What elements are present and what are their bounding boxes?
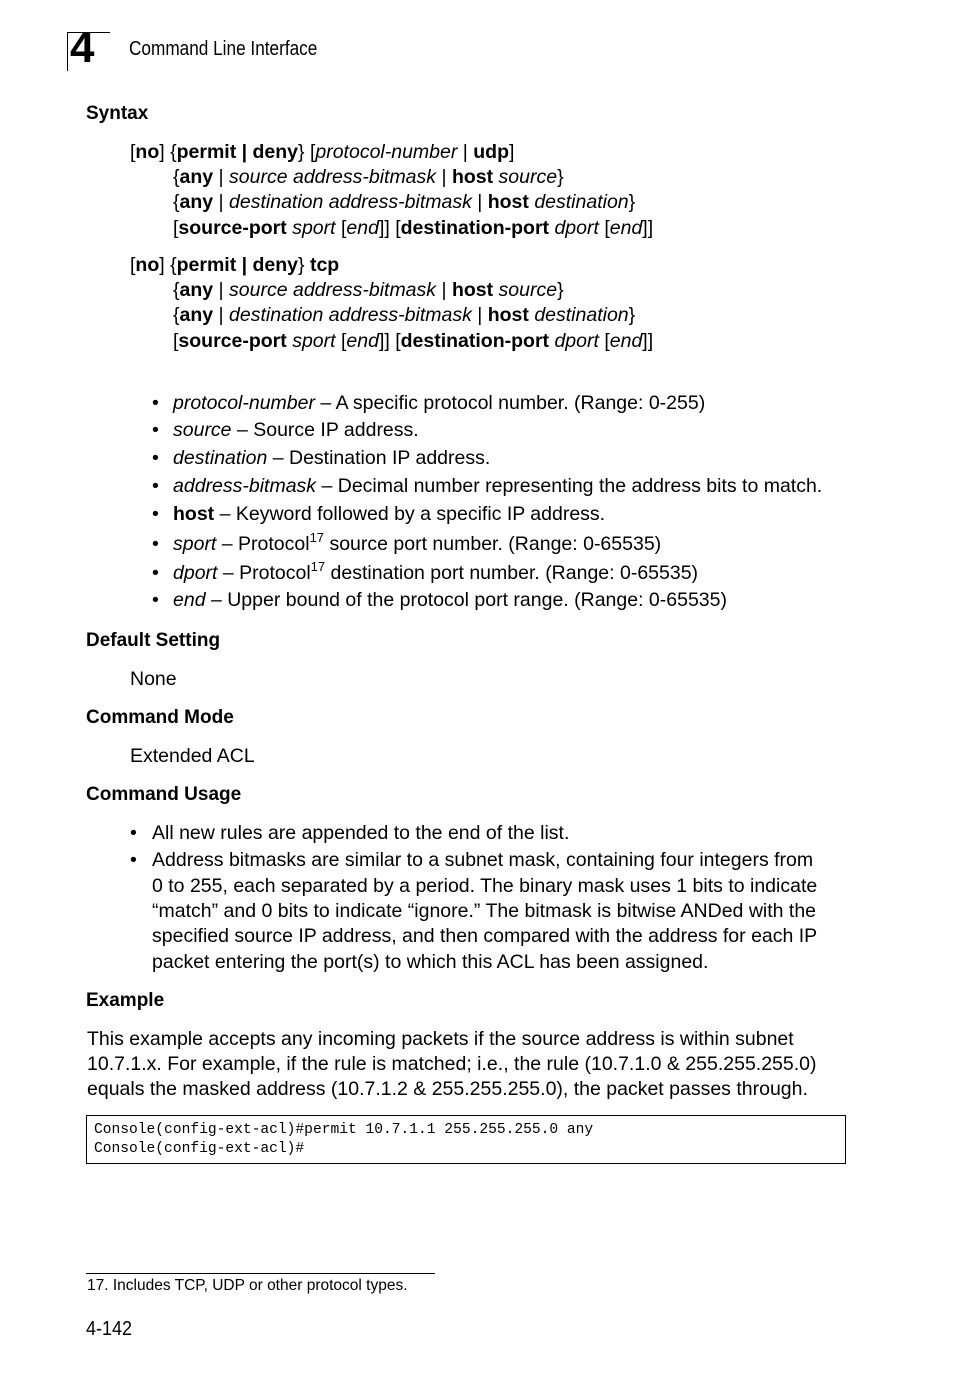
usage-item: • All new rules are appended to the end of the list. bbox=[130, 822, 570, 844]
syntax-line-6: {any | source address-bitmask | host source} bbox=[173, 279, 564, 301]
footnote: 17. Includes TCP, UDP or other protocol types. bbox=[87, 1277, 408, 1294]
list-item: • host – Keyword followed by a specific IP address. bbox=[152, 503, 606, 525]
footnote-rule bbox=[86, 1273, 435, 1274]
list-item: • protocol-number – A specific protocol number. (Range: 0-255) bbox=[152, 392, 706, 414]
footnote-ref: 17 bbox=[310, 559, 326, 574]
list-item: • dport – Protocol$^{17}$ destination port number. (Range: 0-65535) bbox=[152, 559, 699, 584]
syntax-line-2: {any | source address-bitmask | host source} bbox=[173, 166, 564, 188]
syntax-line-5: [no] {permit | deny} tcp bbox=[130, 254, 340, 276]
usage-item-line: “match” and 0 bits to indicate “ignore.” The bitmask is bitwise ANDed with the bbox=[152, 900, 817, 922]
usage-item-line: Address bitmasks are similar to a subnet mask, containing four integers from bbox=[152, 849, 814, 871]
list-item: • sport – Protocol$^{17}$ source port number. (Range: 0-65535) bbox=[152, 530, 662, 555]
usage-item: • bbox=[130, 849, 137, 871]
list-item: • destination – Destination IP address. bbox=[152, 447, 491, 469]
running-header: Command Line Interface bbox=[129, 38, 318, 60]
default-setting-heading: Default Setting bbox=[86, 630, 221, 651]
default-setting-value: None bbox=[130, 668, 177, 690]
syntax-line-7: {any | destination address-bitmask | host destination} bbox=[173, 304, 636, 326]
example-heading: Example bbox=[86, 990, 165, 1011]
chapter-number: 4 bbox=[70, 23, 94, 72]
command-mode-heading: Command Mode bbox=[86, 707, 234, 728]
syntax-line-3: {any | destination address-bitmask | host destination} bbox=[173, 191, 636, 213]
list-item: • address-bitmask – Decimal number representing the address bits to match. bbox=[152, 475, 823, 497]
example-paragraph: This example accepts any incoming packets if the source address is within subnet 10.7.1.x. For example, if the rule is matched; i.e., the rule (10.7.1.0 & 255.255.255.0) equals the masked address (10.7.1.2 & 255.255.255.0), the packet passes through. bbox=[87, 1028, 817, 1100]
syntax-line-1: [no] {permit | deny} [protocol-number | udp] bbox=[130, 141, 515, 163]
usage-item-line: specified source IP address, and then compared with the address for each IP bbox=[152, 925, 818, 947]
command-usage-heading: Command Usage bbox=[86, 784, 242, 805]
command-mode-value: Extended ACL bbox=[130, 745, 255, 767]
list-item: • end – Upper bound of the protocol port range. (Range: 0-65535) bbox=[152, 589, 727, 611]
syntax-heading: Syntax bbox=[86, 103, 149, 124]
code-line: Console(config-ext-acl)# bbox=[94, 1141, 305, 1157]
page-number: 4-142 bbox=[86, 1318, 133, 1340]
code-example bbox=[86, 1115, 846, 1164]
footnote-ref: 17 bbox=[309, 530, 325, 545]
syntax-line-8: [source-port sport [end]] [destination-port dport [end]] bbox=[173, 330, 654, 352]
usage-item-line: 0 to 255, each separated by a period. The binary mask uses 1 bits to indicate bbox=[152, 875, 818, 897]
usage-item-line: packet entering the port(s) to which this ACL has been assigned. bbox=[152, 951, 709, 973]
code-line: Console(config-ext-acl)#permit 10.7.1.1 255.255.255.0 any bbox=[94, 1122, 594, 1138]
syntax-line-4: [source-port sport [end]] [destination-port dport [end]] bbox=[173, 217, 654, 239]
list-item: • source – Source IP address. bbox=[152, 419, 419, 441]
